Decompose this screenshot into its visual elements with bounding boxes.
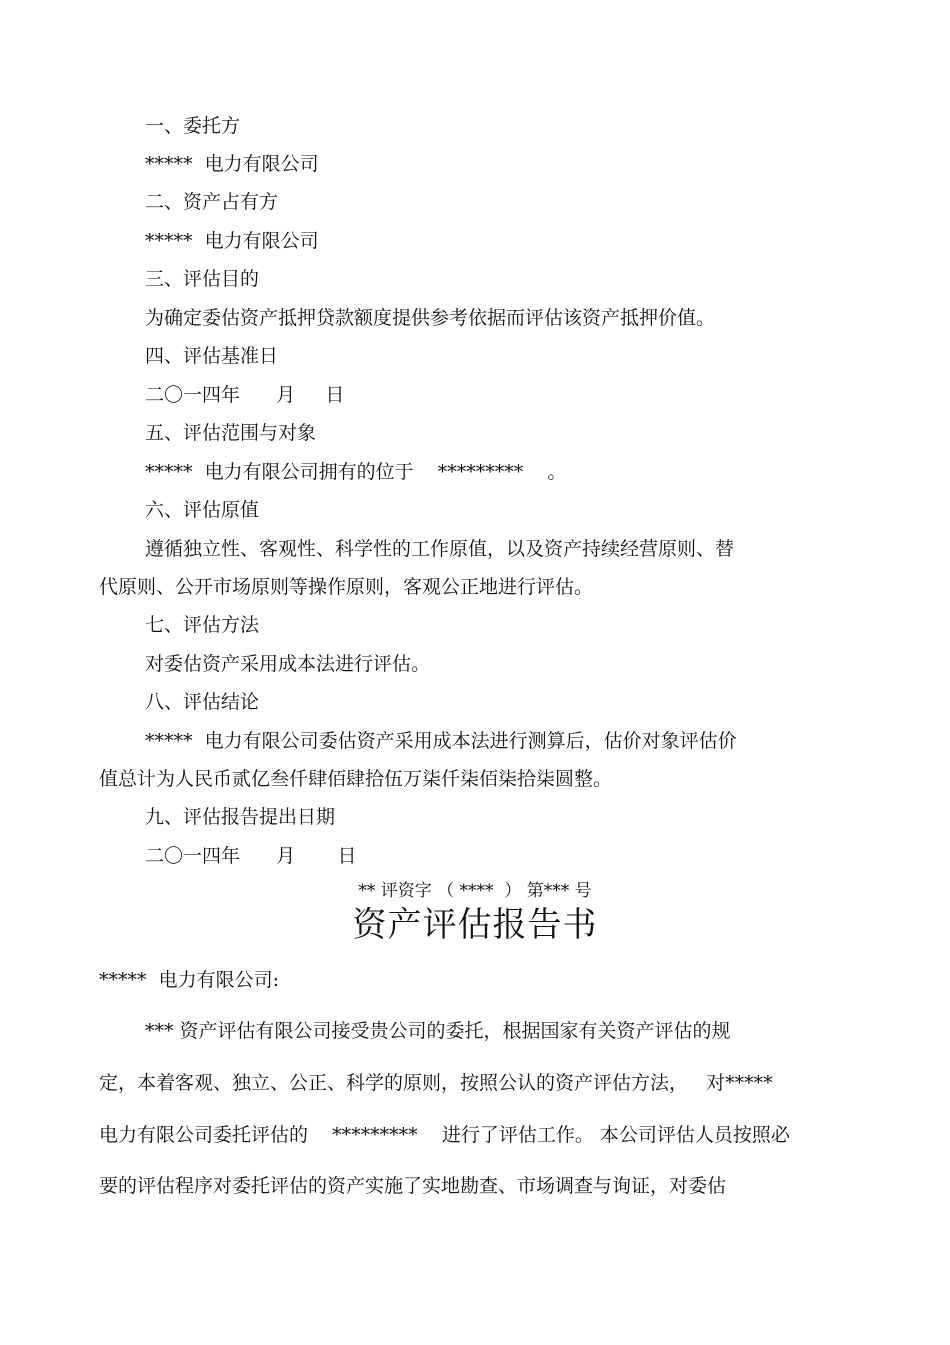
section-heading-asset-holder: 二、资产占有方 bbox=[145, 191, 279, 213]
conclusion-text-line-2: 值总计为人民币贰亿叁仟肆佰肆拾伍万柒仟柒佰柒拾柒圆整。 bbox=[99, 768, 613, 790]
principles-text-line-2: 代原则、公开市场原则等操作原则，客观公正地进行评估。 bbox=[99, 576, 594, 598]
section-heading-conclusion: 八、评估结论 bbox=[145, 691, 260, 713]
asset-holder-name: ***** 电力有限公司 bbox=[145, 230, 319, 252]
method-text: 对委估资产采用成本法进行评估。 bbox=[145, 653, 431, 675]
section-heading-scope: 五、评估范围与对象 bbox=[145, 422, 317, 444]
body-paragraph-line: 定，本着客观、独立、公正、科学的原则，按照公认的资产评估方法， 对***** bbox=[99, 1072, 773, 1094]
report-title: 资产评估报告书 bbox=[352, 905, 598, 945]
section-heading-purpose: 三、评估目的 bbox=[145, 268, 260, 290]
section-heading-client: 一、委托方 bbox=[145, 115, 241, 137]
report-date-text: 二〇一四年 月 日 bbox=[145, 845, 357, 867]
scope-text: ***** 电力有限公司拥有的位于 ********* 。 bbox=[145, 461, 567, 483]
body-paragraph-line: 电力有限公司委托评估的 ********* 进行了评估工作。 本公司评估人员按照必 bbox=[99, 1124, 790, 1146]
section-heading-principles: 六、评估原值 bbox=[145, 499, 260, 521]
principles-text-line-1: 遵循独立性、客观性、科学性的工作原值，以及资产持续经营原则、替 bbox=[145, 538, 735, 560]
addressee: ***** 电力有限公司: bbox=[99, 969, 279, 991]
purpose-text: 为确定委估资产抵押贷款额度提供参考依据而评估该资产抵押价值。 bbox=[145, 307, 716, 329]
section-heading-base-date: 四、评估基准日 bbox=[145, 345, 279, 367]
document-number: ** 评资字 （ **** ） 第*** 号 bbox=[358, 881, 592, 901]
section-heading-method: 七、评估方法 bbox=[145, 614, 260, 636]
conclusion-text-line-1: ***** 电力有限公司委估资产采用成本法进行测算后，估价对象评估价 bbox=[145, 730, 737, 752]
body-paragraph-line: *** 资产评估有限公司接受贵公司的委托，根据国家有关资产评估的规 bbox=[145, 1020, 731, 1042]
section-heading-report-date: 九、评估报告提出日期 bbox=[145, 806, 336, 828]
body-paragraph-line: 要的评估程序对委托评估的资产实施了实地勘查、市场调查与询证，对委估 bbox=[99, 1175, 727, 1197]
client-name: ***** 电力有限公司 bbox=[145, 153, 319, 175]
base-date-text: 二〇一四年 月 日 bbox=[145, 384, 345, 406]
